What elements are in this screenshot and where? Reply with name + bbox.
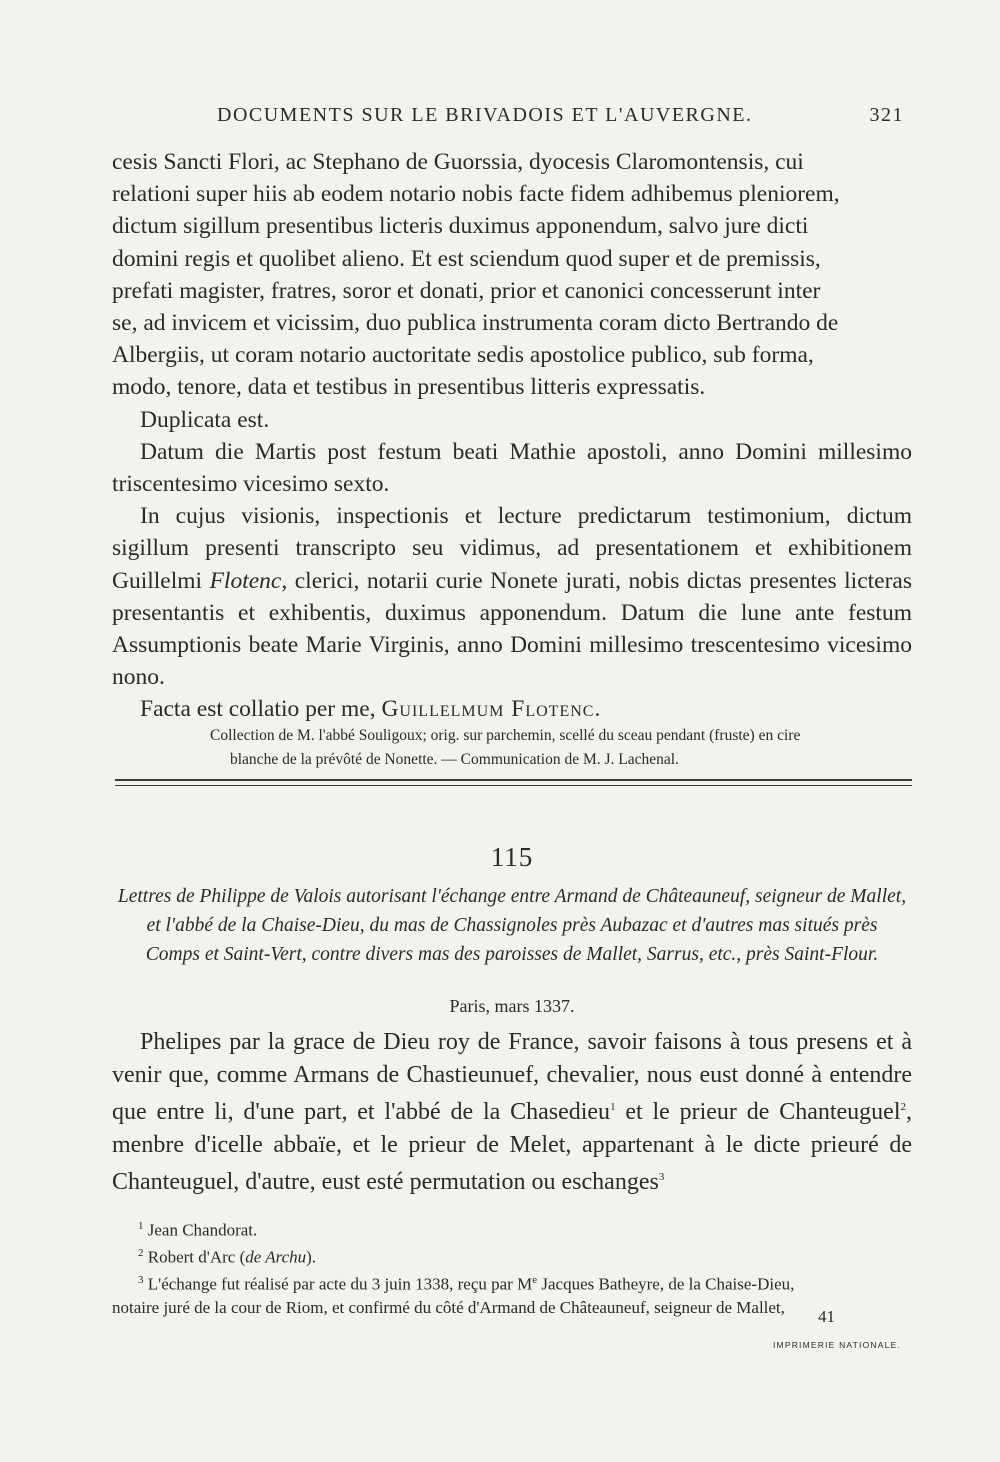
facta-text: Facta est collatio per me,: [140, 696, 382, 723]
section-divider-thin: [115, 785, 912, 786]
footnote-mark: 3: [138, 1274, 144, 1287]
footnote-mark: 2: [138, 1247, 144, 1260]
page-number: 321: [869, 104, 904, 126]
imprint-line: IMPRIMERIE NATIONALE.: [773, 1340, 902, 1350]
charter-text-c: , menbre d'icelle abbaïe, et le prieur de Melet, appartenant à le dicte prieuré de Chanteuguel, d'autre, eust esté permutation ou eschanges: [112, 1099, 912, 1195]
charter-text-a: Phelipes par la grace de Dieu roy de France, savoir faisons à tous presens et à venir que, comme Armans de Chastieunuef, chevalier, nous eust donné à entendre que entre li, d'une part, et l'abbé de la Chasedieu: [112, 1029, 912, 1125]
summary-line: Lettres de Philippe de Valois autorisant l'échange entre Armand de Châteauneuf, seigneur de Mallet,: [117, 886, 907, 907]
text-line: Albergiis, ut coram notario auctoritate sedis apostolice publico, sub forma,: [112, 342, 814, 369]
footnote-2: [112, 1242, 912, 1269]
text-line: domini regis et quolibet alieno. Et est sciendum quod super et de premissis,: [112, 245, 821, 272]
charter-text-b: et le prieur de Chanteuguel: [615, 1099, 901, 1125]
footnote-text: L'échange fut réalisé par acte du 3 juin 1338, reçu par M: [147, 1274, 533, 1294]
signatory-name: Guillelmum Flotenc.: [381, 696, 602, 723]
section-divider: [115, 779, 912, 781]
footnote-ref: 1: [610, 1101, 616, 1113]
footnote-italic: de Archu: [245, 1247, 307, 1267]
footnote-3: [112, 1269, 912, 1296]
summary-line: et l'abbé de la Chaise-Dieu, du mas de Chassignoles près Aubazac et d'autres mas situés près: [146, 915, 878, 936]
facta-line: [112, 693, 912, 725]
signature-mark: 41: [818, 1307, 835, 1326]
footnote-text-end: ).: [306, 1247, 317, 1267]
in-cujus-paragraph: [112, 500, 912, 693]
summary-line: Comps et Saint-Vert, contre divers mas des paroisses de Mallet, Sarrus, etc., près Saint-Flour.: [145, 944, 879, 965]
name-flotenc: Flotenc: [209, 567, 282, 594]
source-note-line: Collection de M. l'abbé Souligoux; orig. sur parchemin, scellé du sceau pendant (fruste) en cire: [210, 727, 801, 744]
text-line: relationi super hiis ab eodem notario nobis facte fidem adhibemus pleniorem,: [112, 181, 840, 208]
footnote-text: Robert d'Arc (: [147, 1247, 246, 1267]
footnote-sup: e: [532, 1274, 538, 1287]
text-line: dictum sigillum presentibus licteris duximus apponendum, salvo jure dicti: [112, 213, 809, 240]
footnotes: [112, 1215, 912, 1320]
charter-paragraph: [112, 1026, 912, 1199]
charter-text: [112, 1026, 912, 1199]
text-line: cesis Sancti Flori, ac Stephano de Guorssia, dyocesis Claromontensis, cui: [112, 149, 804, 175]
document-summary: [112, 882, 912, 969]
datum-paragraph: Datum die Martis post festum beati Mathie apostoli, anno Domini millesimo triscentesimo vicesimo sexto.: [112, 438, 912, 498]
source-note: [112, 724, 912, 772]
footnote-3-continued: notaire juré de la cour de Riom, et confirmé du côté d'Armand de Châteauneuf, seigneur de Mallet,: [112, 1298, 785, 1318]
footnote-mark: 1: [138, 1220, 144, 1232]
footnote-text: Jean Chandorat.: [147, 1220, 258, 1240]
in-cujus-text-end: , clerici, notarii curie Nonete jurati, nobis dictas presentes licteras presentantis et exhibentis, duximus apponendum. Datum die lune ante festum Assumptionis beate Marie Virginis, anno Domini millesimo trescentesimo vicesimo nono.: [112, 567, 912, 691]
text-line: se, ad invicem et vicissim, duo publica instrumenta coram dicto Bertrando de: [112, 310, 839, 337]
place-date: Paris, mars 1337.: [449, 996, 575, 1016]
footnote-text: Jacques Batheyre, de la Chaise-Dieu,: [537, 1274, 795, 1294]
duplicata-line: Duplicata est.: [140, 406, 270, 433]
footnote-ref: 3: [658, 1171, 665, 1183]
footnote-1: [112, 1215, 912, 1242]
main-text: [112, 146, 912, 726]
text-line: modo, tenore, data et testibus in presentibus litteris expressatis.: [112, 374, 706, 401]
running-title: DOCUMENTS SUR LE BRIVADOIS ET L'AUVERGNE.: [217, 104, 753, 126]
footnote-ref: 2: [900, 1101, 906, 1113]
text-line: prefati magister, fratres, soror et donati, prior et canonici concesserunt inter: [112, 277, 821, 304]
in-cujus-text: In cujus visionis, inspectionis et lecture predictarum testimonium, dictum sigillum presenti transcripto seu vidimus, ad presentationem et exhibitionem Guillelmi: [112, 503, 912, 594]
document-number: 115: [490, 842, 534, 872]
source-note-line: blanche de la prévôté de Nonette. — Communication de M. J. Lachenal.: [230, 751, 679, 768]
